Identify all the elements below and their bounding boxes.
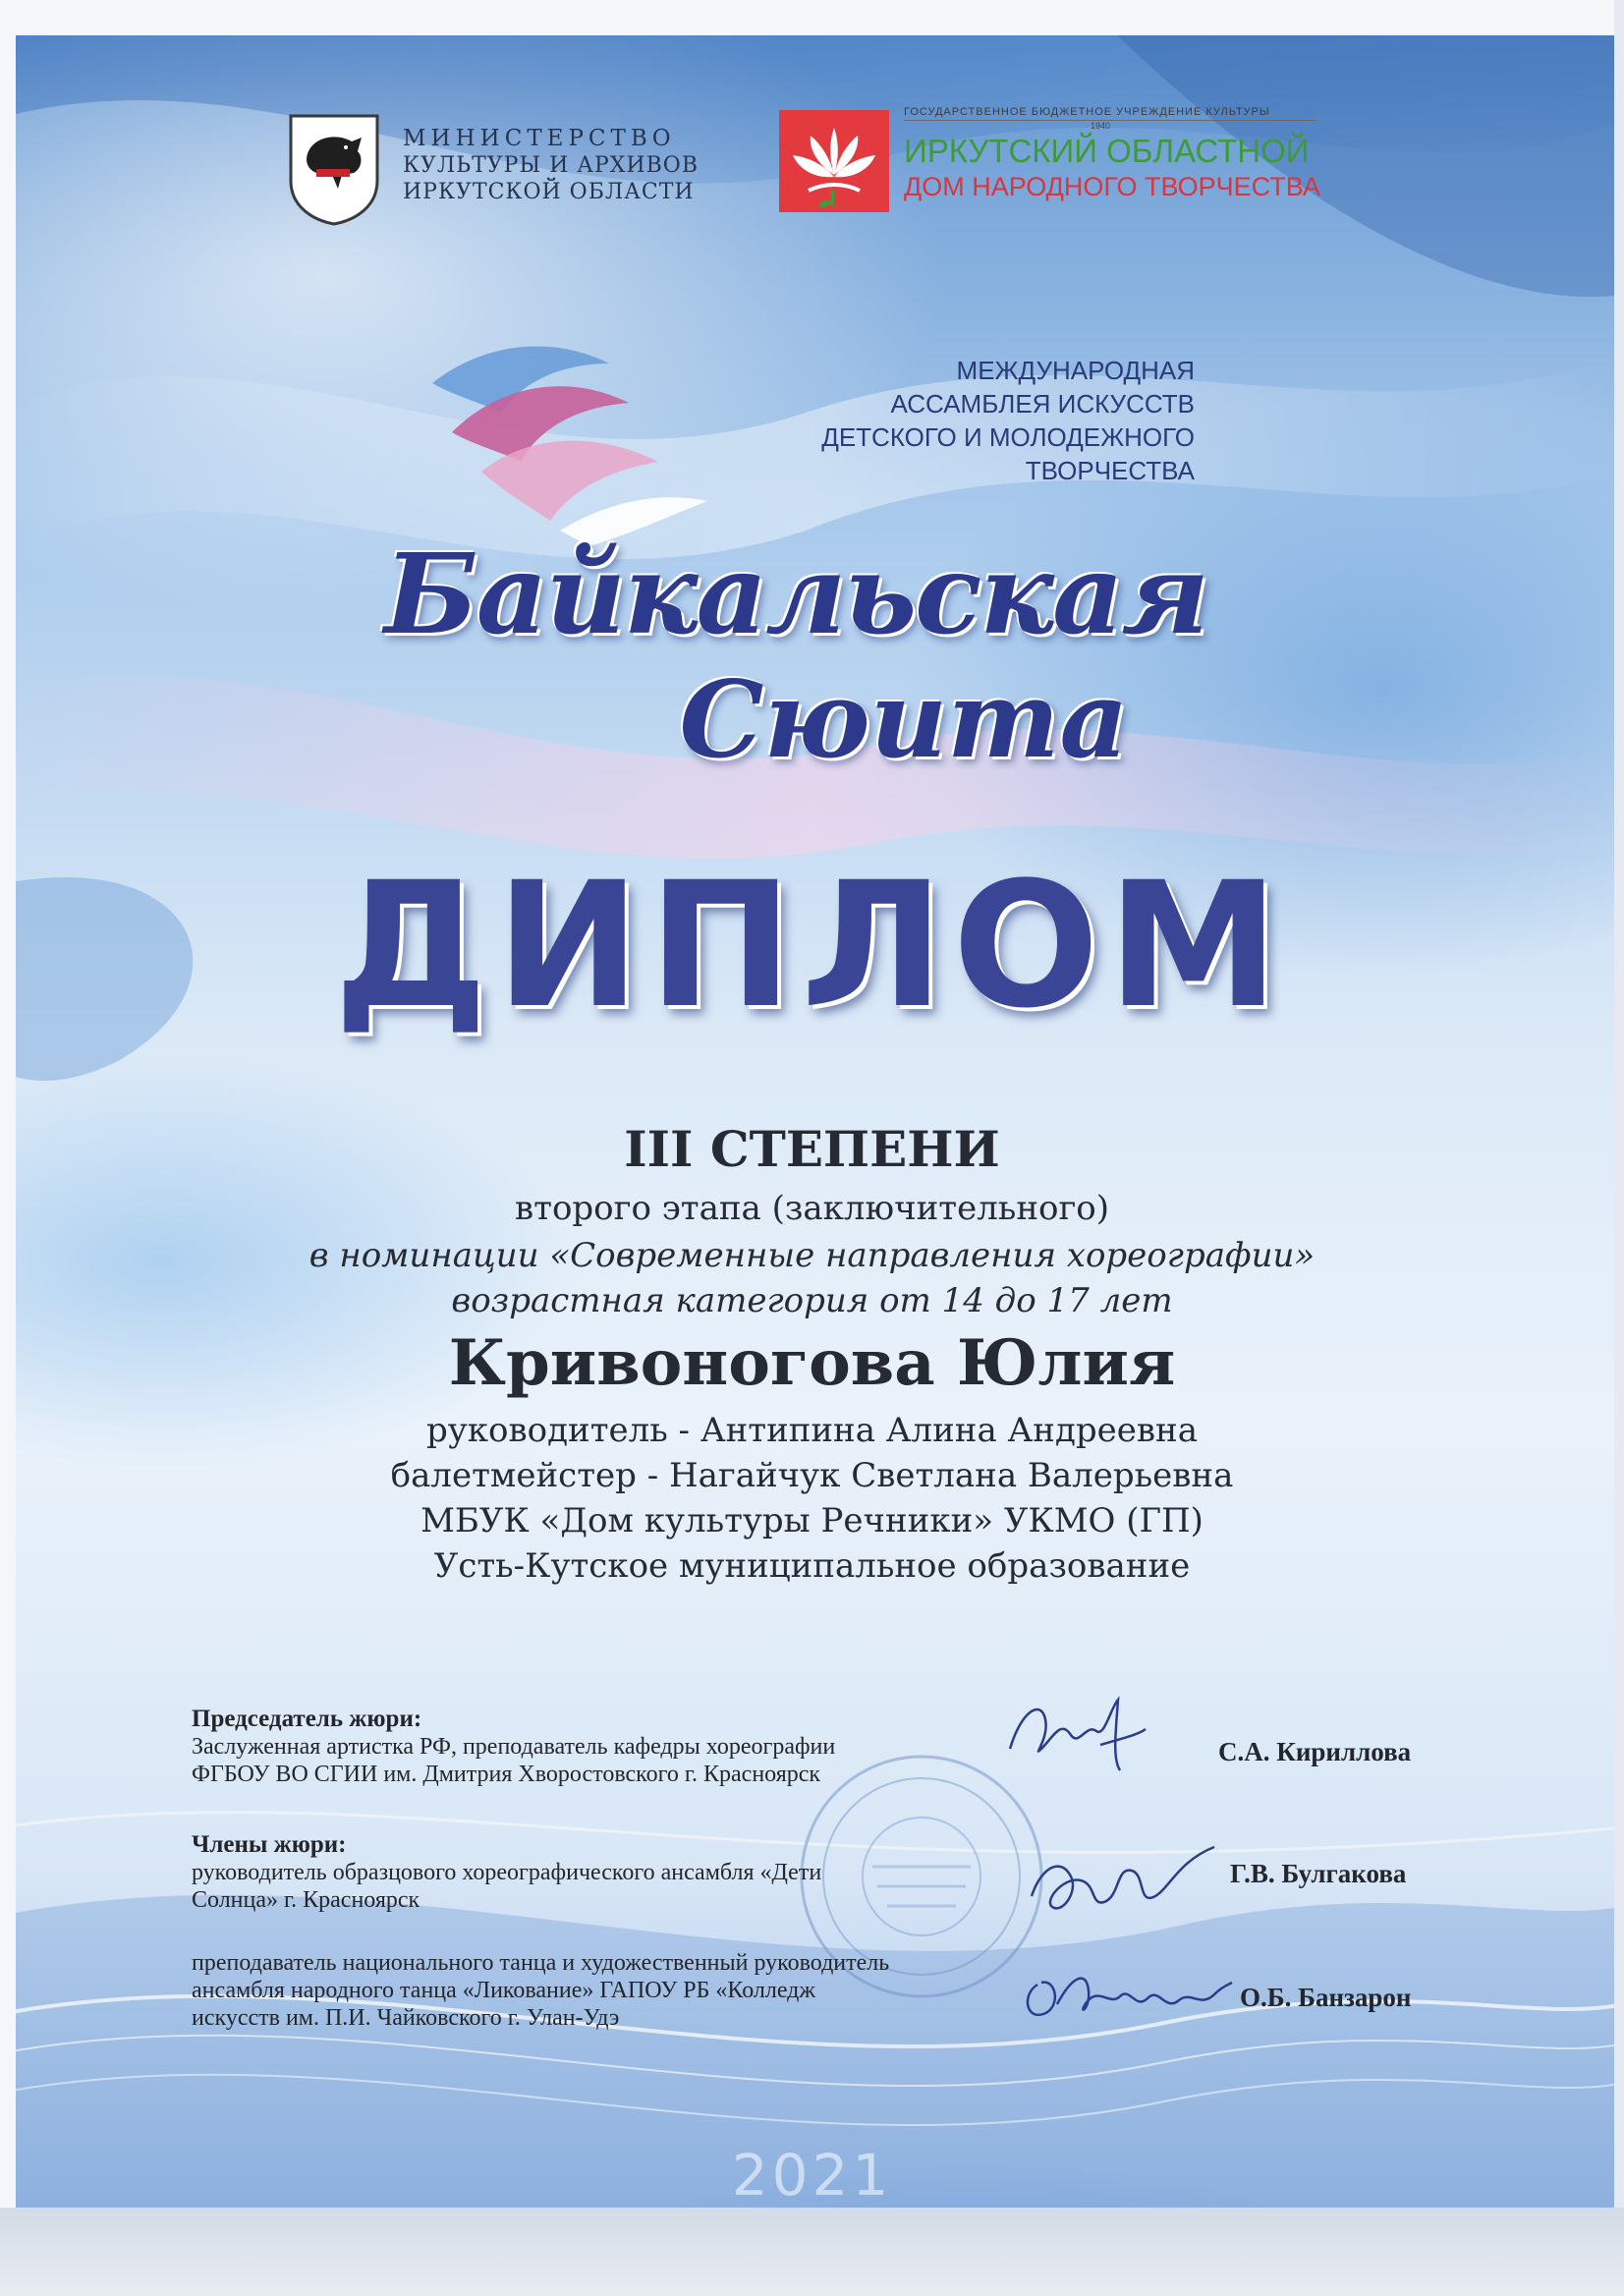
jury-member-1-description-1: руководитель образцового хореографического ансамбля «Дети	[192, 1860, 822, 1885]
ministry-name	[403, 126, 707, 205]
folk-art-house-logo-icon	[779, 110, 889, 212]
jury-chair-description-1: Заслуженная артистка РФ, преподаватель кафедры хореографии	[192, 1734, 836, 1760]
recipient-name: Кривоногова Юлия	[448, 1326, 1176, 1400]
member-2-signature	[1018, 1955, 1234, 2034]
jury-member-2-block	[192, 1949, 889, 2032]
jury-members-heading: Члены жюри:	[192, 1831, 347, 1858]
house-founded-year: 1940	[1090, 121, 1111, 131]
member-1-signature	[1022, 1837, 1218, 1926]
assembly-line-3: ДЕТСКОГО И МОЛОДЕЖНОГО	[821, 422, 1195, 452]
jury-chair-heading: Председатель жюри:	[192, 1706, 422, 1732]
competition-stage: второго этапа (заключительного)	[515, 1189, 1109, 1228]
jury-member-1-block	[192, 1831, 821, 1914]
bird-wing-emblem-icon	[413, 324, 707, 550]
festival-title-line-1: Байкальская	[384, 531, 1207, 659]
jury-chair-block	[192, 1706, 835, 1788]
age-category: возрастная категория от 14 до 17 лет	[451, 1281, 1173, 1320]
municipality-line: Усть-Кутское муниципальное образование	[433, 1546, 1191, 1586]
choreographer-line: балетмейстер - Нагайчук Светлана Валерьевна	[390, 1456, 1234, 1495]
assembly-line-2: АССАМБЛЕЯ ИСКУССТВ	[890, 389, 1195, 419]
diploma-degree: III СТЕПЕНИ	[624, 1120, 1000, 1178]
jury-member-2-name: О.Б. Банзарон	[1240, 1983, 1412, 2012]
footer-year: 2021	[731, 2142, 893, 2209]
scan-bottom-border	[0, 2208, 1624, 2296]
assembly-name	[707, 354, 1195, 487]
ministry-line-3: ИРКУТСКОЙ ОБЛАСТИ	[403, 180, 695, 204]
folk-art-house-name	[904, 106, 1320, 202]
jury-chair-description-2: ФГБОУ ВО СГИИ им. Дмитрия Хворостовского г. Красноярск	[192, 1762, 821, 1787]
assembly-line-1: МЕЖДУНАРОДНАЯ	[956, 356, 1195, 385]
jury-member-2-description-2: ансамбля народного танца «Ликование» ГАПОУ РБ «Колледж	[192, 1978, 815, 2003]
jury-chair-name: С.А. Кириллова	[1218, 1737, 1412, 1766]
diploma-title: ДИПЛОМ	[333, 845, 1288, 1046]
assembly-line-4: ТВОРЧЕСТВА	[1025, 456, 1195, 485]
house-line-1: ИРКУТСКИЙ ОБЛАСТНОЙ	[904, 133, 1310, 169]
scan-top-border	[0, 0, 1624, 35]
leader-line: руководитель - Антипина Алина Андреевна	[426, 1411, 1198, 1450]
institution-line: МБУК «Дом культуры Речники» УКМО (ГП)	[420, 1501, 1204, 1540]
ministry-line-2: КУЛЬТУРЫ И АРХИВОВ	[403, 153, 699, 178]
chair-signature	[1002, 1690, 1149, 1778]
nomination: в номинации «Современные направления хореографии»	[308, 1236, 1316, 1275]
jury-member-1-description-2: Солнца» г. Красноярск	[192, 1887, 420, 1913]
irkutsk-crest-icon	[287, 112, 381, 226]
jury-member-1-name: Г.В. Булгакова	[1230, 1859, 1407, 1888]
house-line-2: ДОМ НАРОДНОГО ТВОРЧЕСТВА	[904, 172, 1320, 201]
jury-member-2-description-3: искусств им. П.И. Чайковского г. Улан-Удэ	[192, 2005, 620, 2031]
ministry-line-1: МИНИСТЕРСТВО	[403, 126, 676, 151]
jury-member-2-description-1: преподаватель национального танца и художественный руководитель	[192, 1950, 890, 1976]
house-subtitle: ГОСУДАРСТВЕННОЕ БЮДЖЕТНОЕ УЧРЕЖДЕНИЕ КУЛЬТУРЫ	[904, 106, 1316, 121]
festival-title-line-2: Сюита	[679, 658, 1129, 782]
